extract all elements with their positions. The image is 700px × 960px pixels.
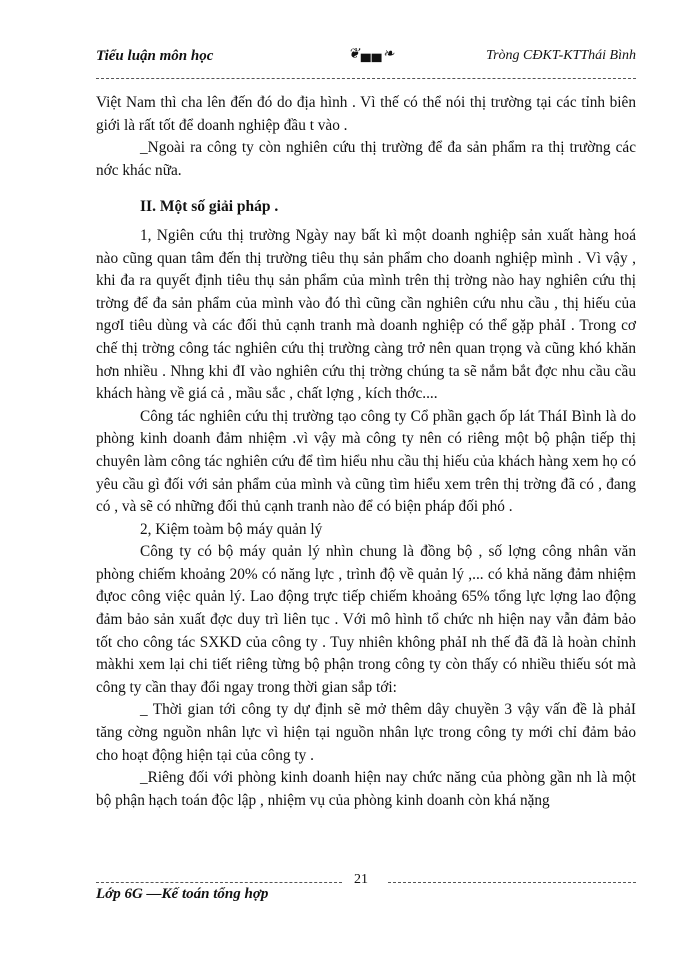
paragraph-2: _Ngoài ra công ty còn nghiên cứu thị trường để đa sản phẩm ra thị trường các nớc khác nữa. <box>96 139 636 179</box>
page-header <box>96 46 636 70</box>
header-school-name: Tròng CĐKT-KTThái Bình <box>486 48 636 63</box>
header-ornament-icon: ❦▄▄❧ <box>348 47 396 62</box>
paragraph-4: Công tác nghiên cứu thị trường tạo công ty Cổ phần gạch ốp lát TháI Bình là do phòng kinh doanh đảm nhiệm .vì vậy mà công ty nên có riêng một bộ phận tiếp thị chuyên làm công tác nghiên cứu để tìm hiểu nhu cầu thị hiếu của khách hàng xem họ có yêu cầu gì đối với sản phẩm của mình và cũng tìm hiểu xem trên thị trờng đã có , đang có , và sẽ có những đối thủ cạnh tranh nào để có biện pháp đối phó . <box>96 407 636 516</box>
page-number: 21 <box>354 872 368 887</box>
paragraph-6: Công ty có bộ máy quản lý nhìn chung là đồng bộ , số lợng công nhân văn phòng chiếm khoảng 20% có năng lực , trình độ về quản lý ,... có khả năng đảm nhiệm đựoc công việc quản lý. Lao động trực tiếp chiếm khoảng 65% tổng lực lợng lao động đảm bảo sản xuất đợc duy trì liên tục . Với mô hình tổ chức nh hiện nay vẫn đảm bảo tốt cho công tác SXKD của công ty . Tuy nhiên không phảI nh thế đã đã là hoàn chỉnh màkhi xem lại chi tiết riêng từng bộ phận trong công ty còn thấy có nhiều thiếu sót mà công ty cần thay đổi ngay trong thời gian sắp tới: <box>96 543 636 696</box>
footer-divider-right <box>388 882 636 883</box>
header-course-title: Tiểu luận môn học <box>96 48 214 64</box>
paragraph-5: 2, Kiệm toàm bộ máy quản lý <box>140 520 323 538</box>
footer-class-label: Lớp 6G —Kế toán tổng hợp <box>96 886 269 902</box>
paragraph-7: _ Thời gian tới công ty dự định sẽ mở thêm dây chuyền 3 vậy vấn đề là phảI tăng cờng nguồn nhân lực vì hiện tại nguồn nhân lực trong công ty mới chỉ đảm bảo cho hoạt động hiện tại của công ty . <box>96 701 636 764</box>
footer-divider-left <box>96 882 342 883</box>
section-heading: II. Một số giải pháp . <box>140 198 279 216</box>
paragraph-8: _Riêng đối với phòng kinh doanh hiện nay chức năng của phòng gần nh là một bộ phận hạch toán độc lập , nhiệm vụ của phòng kinh doanh còn khá nặng <box>96 769 636 809</box>
header-divider <box>96 78 636 79</box>
document-body <box>96 92 636 812</box>
paragraph-1: Việt Nam thì cha lên đến đó do địa hình . Vì thế có thể nói thị trường tại các tỉnh biên giới là rất tốt để doanh nghiệp đầu t vào . <box>96 94 636 134</box>
paragraph-3: 1, Ngiên cứu thị trường Ngày nay bất kì một doanh nghiệp sản xuất hàng hoá nào cũng quan tâm đến thị trường tiêu thụ sản phẩm cho doanh nghiệp mình . Vì vậy , khi đa ra quyết định tiêu thụ sản phẩm của mình trên thị trờng nào hay nghiên cứu thị trờng để đa sản phẩm của mình vào đó thì cũng cần nghiên cứu nhu cầu , thị hiếu của ngơI tiêu dùng và các đối thủ cạnh tranh mà doanh nghiệp có thể gặp phảI . Trong cơ chế thị trờng công tác nghiên cứu thị trường càng trở nên quan trọng và cũng khó khăn hơn nhiều . Nhng khi đI vào nghiên cứu thị trờng chúng ta sẽ nắm bắt đợc nhu cầu cầu khách hàng về giá cả , mầu sắc , chất lợng , kích thớc.... <box>96 226 636 403</box>
